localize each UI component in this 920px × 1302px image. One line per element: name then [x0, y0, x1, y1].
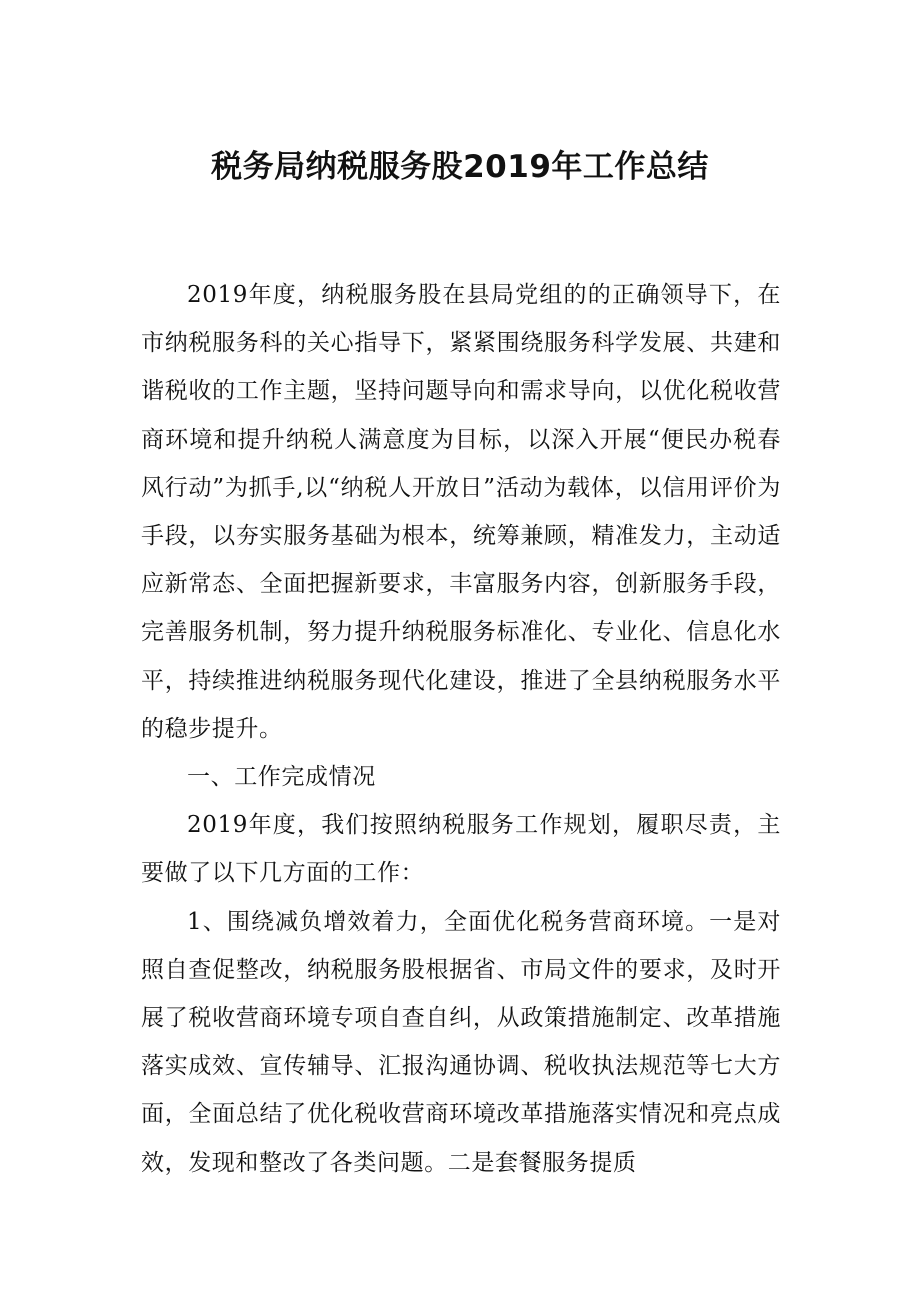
document-body [141, 271, 781, 1187]
paragraph-work-overview: 2019年度，我们按照纳税服务工作规划，履职尽责，主要做了以下几方面的工作： [141, 812, 781, 887]
document-title: 税务局纳税服务股2019年工作总结 [211, 149, 709, 185]
section-heading-work-completion: 一、工作完成情况 [187, 764, 376, 791]
paragraph-item-1: 1、围绕减负增效着力，全面优化税务营商环境。一是对照自查促整改，纳税服务股根据省、市局文件的要求，及时开展了税收营商环境专项自查自纠，从政策措施制定、改革措施落实成效、宣传辅导、汇报沟通协调、税收执法规范等七大方面，全面总结了优化税收营商环境改革措施落实情况和亮点成效，发现和整改了各类问题。二是套餐服务提质 [141, 908, 781, 1176]
paragraph-intro: 2019年度，纳税服务股在县局党组的的正确领导下，在市纳税服务科的关心指导下，紧紧围绕服务科学发展、共建和谐税收的工作主题，坚持问题导向和需求导向，以优化税收营商环境和提升纳税人满意度为目标，以深入开展“便民办税春风行动”为抓手,以“纳税人开放日”活动为载体，以信用评价为手段，以夯实服务基础为根本，统筹兼顾，精准发力，主动适应新常态、全面把握新要求，丰富服务内容，创新服务手段，完善服务机制，努力提升纳税服务标准化、专业化、信息化水平，持续推进纳税服务现代化建设，推进了全县纳税服务水平的稳步提升。 [141, 282, 781, 742]
